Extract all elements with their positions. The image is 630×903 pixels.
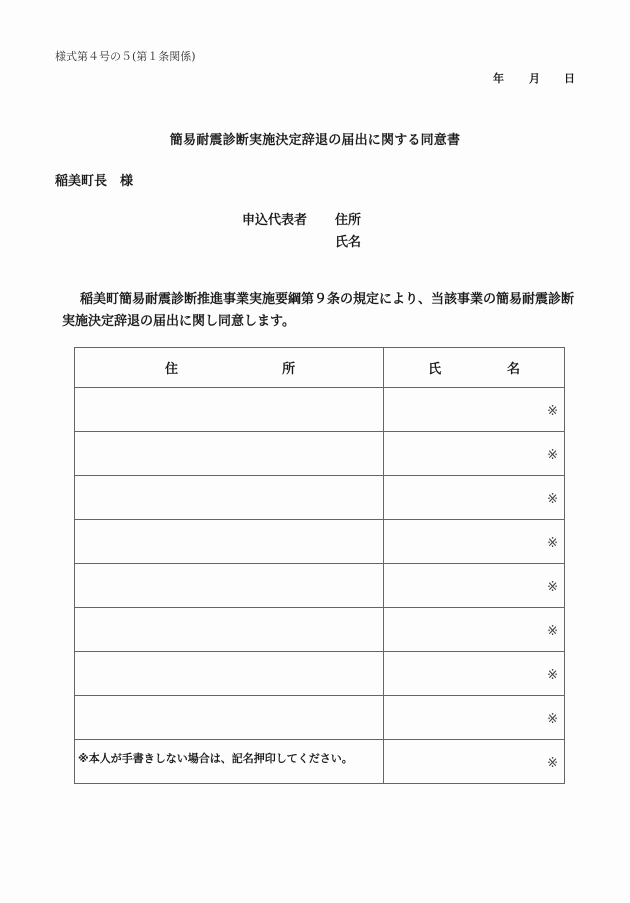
address-cell[interactable] [75,608,384,652]
representative-name-label: 氏名 [335,235,362,250]
header-address-char-2: 所 [282,362,296,377]
table-row [75,520,565,564]
address-cell[interactable] [75,652,384,696]
table-row [75,432,565,476]
name-cell[interactable]: ※ [384,388,565,432]
address-cell[interactable] [75,696,384,740]
date-month-label: 月 [529,72,540,85]
table-row [75,696,565,740]
header-name-char-2: 名 [506,362,520,377]
consent-statement-text: 稲美町簡易耐震診断推進事業実施要綱第９条の規定により、当該事業の簡易耐震診断実施決定辞退の届出に関し同意します。 [62,292,575,329]
name-cell[interactable]: ※ [384,608,565,652]
name-cell[interactable]: ※ [384,740,565,784]
handwriting-note: ※本人が手書きしない場合は、記名押印してください。 [78,752,353,765]
address-cell[interactable] [75,520,384,564]
header-address-char-1: 住 [165,362,179,377]
address-cell[interactable] [75,432,384,476]
table-row [75,608,565,652]
header-name-char-1: 氏 [428,362,442,377]
name-cell[interactable]: ※ [384,432,565,476]
table-row [75,652,565,696]
address-cell[interactable] [75,564,384,608]
address-cell[interactable] [75,388,384,432]
consent-table [74,347,565,784]
name-cell[interactable]: ※ [384,696,565,740]
name-cell[interactable]: ※ [384,564,565,608]
address-cell[interactable] [75,476,384,520]
table-row [75,388,565,432]
date-year-label: 年 [493,72,504,85]
name-cell[interactable]: ※ [384,476,565,520]
name-cell[interactable]: ※ [384,520,565,564]
addressee: 稲美町長 様 [55,174,134,189]
form-number: 様式第４号の５(第１条関係) [55,50,196,63]
table-row [75,476,565,520]
representative-label: 申込代表者 [242,213,308,228]
name-cell[interactable]: ※ [384,652,565,696]
consent-statement [62,289,582,333]
table-header-row [75,348,565,388]
header-name [384,348,565,388]
header-address [75,348,384,388]
document-title: 簡易耐震診断実施決定辞退の届出に関する同意書 [169,133,461,148]
representative-address-label: 住所 [335,213,362,228]
table-row [75,564,565,608]
date-day-label: 日 [564,72,575,85]
